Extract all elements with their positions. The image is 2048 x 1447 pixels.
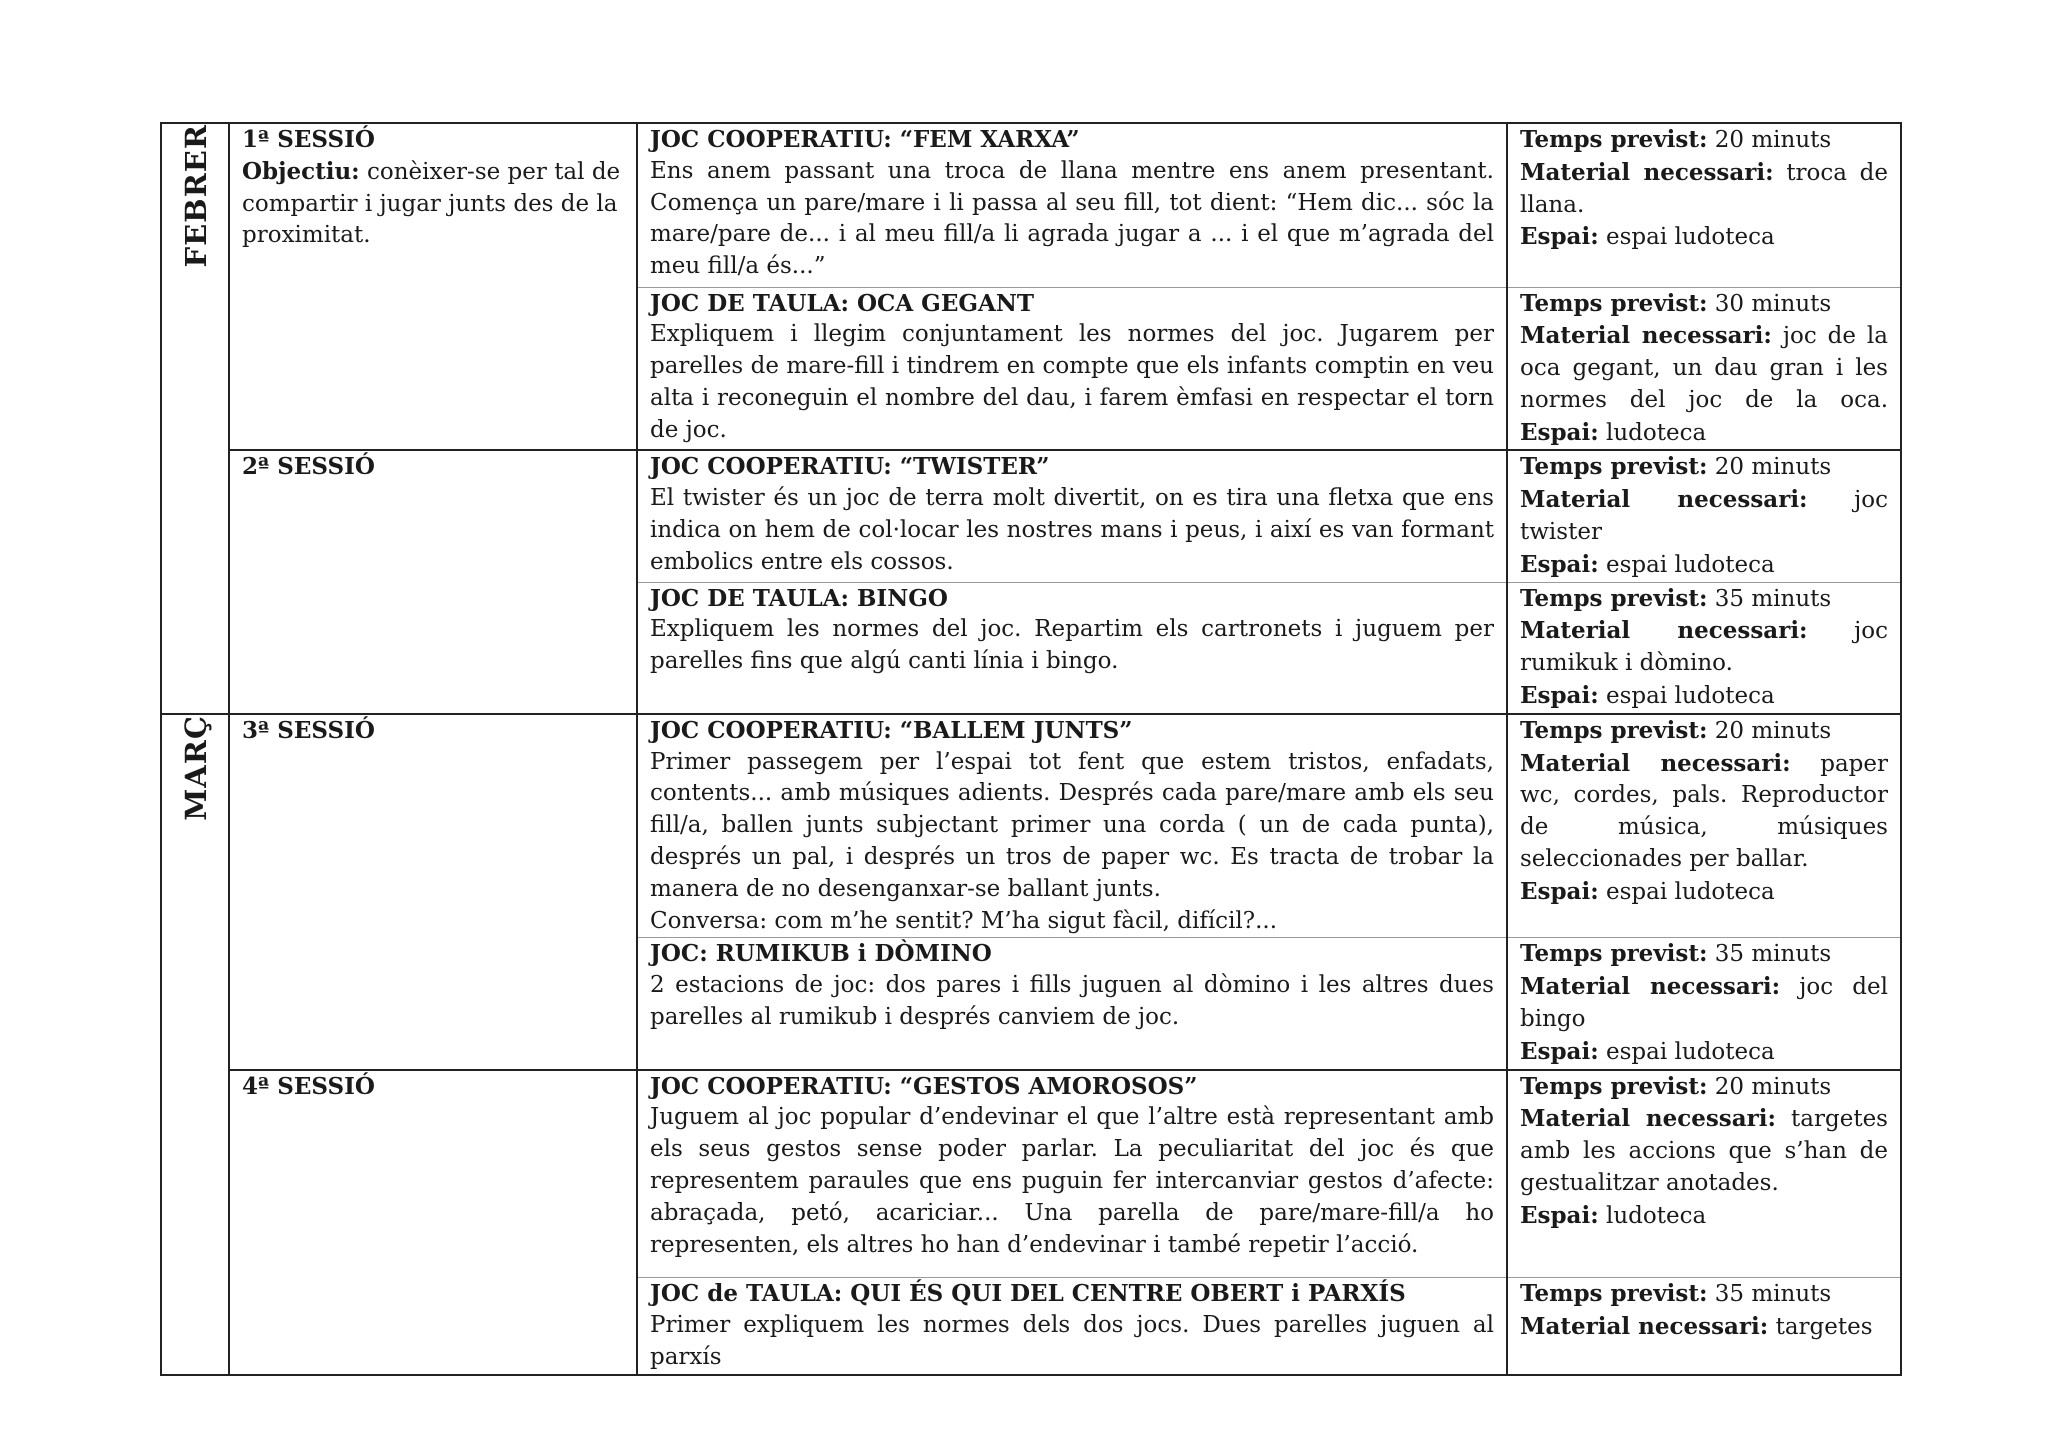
material-value: joc rumikuk i dòmino. <box>1520 618 1888 677</box>
info-cell <box>1507 123 1901 287</box>
space-label: Espai: <box>1520 1037 1599 1065</box>
game-title: JOC COOPERATIU: “FEM XARXA” <box>650 126 1080 153</box>
info-cell <box>1507 938 1901 1070</box>
time-value: 35 minuts <box>1707 1281 1832 1308</box>
game-cell <box>637 450 1507 582</box>
game-description: Primer expliquem les normes dels dos jocs. Dues parelles juguen al parxís <box>650 1311 1494 1370</box>
info-cell <box>1507 714 1901 938</box>
material-label: Material necessari: <box>1520 617 1808 645</box>
time-value: 35 minuts <box>1707 941 1832 968</box>
space-value: espai ludoteca <box>1598 224 1775 251</box>
time-label: Temps previst: <box>1520 453 1708 481</box>
game-description: El twister és un joc de terra molt divertit, on es tira una fletxa que ens indica on hem de col·locar les nostres mans i peus, i així es van formant embolics entre els cossos. <box>650 485 1494 575</box>
session-title: 2ª SESSIÓ <box>242 453 375 481</box>
material-value: joc de la oca gegant, un dau gran i les normes del joc de la oca. <box>1520 323 1889 413</box>
time-value: 30 minuts <box>1707 290 1832 317</box>
game-description: Expliquem i llegim conjuntament les normes del joc. Jugarem per parelles de mare-fill i tindrem en compte que els infants comptin en veu alta i reconeguin el nombre del dau, i farem èmfasi en respectar el torn de joc. <box>650 321 1494 443</box>
material-label: Material necessari: <box>1520 973 1781 1001</box>
objective-label: Objectiu: <box>242 157 360 185</box>
material-value: targetes amb les accions que s’han de gestualitzar anotades. <box>1520 1106 1888 1197</box>
month-label: MARÇ <box>179 714 213 821</box>
game-cell <box>637 582 1507 714</box>
space-value: espai ludoteca <box>1598 878 1775 905</box>
space-label: Espai: <box>1520 550 1599 578</box>
space-label: Espai: <box>1520 1201 1599 1229</box>
time-value: 20 minuts <box>1707 1073 1832 1100</box>
material-label: Material necessari: <box>1520 1105 1776 1133</box>
game-title: JOC COOPERATIU: “TWISTER” <box>650 453 1050 481</box>
game-cell <box>637 938 1507 1070</box>
time-value: 20 minuts <box>1707 127 1832 153</box>
month-cell-marc <box>161 714 229 1375</box>
material-label: Material necessari: <box>1520 1312 1769 1340</box>
space-value: espai ludoteca <box>1598 1038 1775 1065</box>
game-description: Juguem al joc popular d’endevinar el que l’altre està representant amb els seus gestos sense poder parlar. La peculiaritat del joc és que representem paraules que ens puguin fer intercanviar gestos d’afecte: abraçada, petó, acariciar... Una parella de pare/mare-fill/a ho representen, els altres ho han d’endevinar i també repetir l’acció. <box>650 1104 1494 1258</box>
game-description: Ens anem passant una troca de llana mentre ens anem presentant. Comença un pare/mare i li passa al seu fill, tot dient: “Hem dic... sóc la mare/pare de... i al meu fill/a li agrada jugar a ... i el que m’agrada del meu fill/a és...” <box>650 157 1494 280</box>
table-row <box>161 1070 1901 1278</box>
material-label: Material necessari: <box>1520 749 1791 777</box>
time-value: 20 minuts <box>1707 717 1832 744</box>
objective-text: conèixer-se per tal de compartir i jugar junts des de la proximitat. <box>242 158 621 249</box>
game-description: Expliquem les normes del joc. Repartim els cartronets i juguem per parelles fins que algú canti línia i bingo. <box>650 616 1494 675</box>
space-label: Espai: <box>1520 223 1599 251</box>
info-cell <box>1507 1070 1901 1278</box>
session-plan-table <box>160 122 1902 1376</box>
game-description: 2 estacions de joc: dos pares i fills juguen al dòmino i les altres dues parelles al rumikub i després canviem de joc. <box>650 972 1494 1031</box>
game-cell <box>637 714 1507 938</box>
time-label: Temps previst: <box>1520 289 1708 317</box>
table-row <box>161 450 1901 582</box>
material-value: joc twister <box>1520 487 1888 546</box>
session-cell <box>229 450 637 713</box>
material-value: troca de llana. <box>1520 159 1889 218</box>
space-label: Espai: <box>1520 877 1599 905</box>
game-description: Primer passegem per l’espai tot fent que estem tristos, enfadats, contents... amb músiques adients. Després cada pare/mare amb els seu fill/a, ballen junts subjectant primer una corda ( un de cada punta), després un pal, i després un tros de paper wc. Es tracta de trobar la manera de no desenganxar-se ballant junts. <box>650 748 1494 902</box>
objective-block <box>242 159 620 249</box>
info-cell <box>1507 287 1901 450</box>
session-cell <box>229 714 637 1070</box>
table-row <box>161 714 1901 938</box>
space-label: Espai: <box>1520 682 1599 710</box>
game-title: JOC DE TAULA: OCA GEGANT <box>650 289 1034 317</box>
game-cell <box>637 1070 1507 1278</box>
session-cell <box>229 123 637 450</box>
month-label: FEBRER <box>179 124 213 268</box>
time-value: 35 minuts <box>1707 585 1832 612</box>
material-value: paper wc, cordes, pals. Reproductor de música, músiques seleccionades per ballar. <box>1520 750 1888 873</box>
time-label: Temps previst: <box>1520 126 1708 153</box>
material-value: targetes <box>1768 1313 1873 1340</box>
game-title: JOC COOPERATIU: “BALLEM JUNTS” <box>650 716 1133 744</box>
space-value: espai ludoteca <box>1598 551 1775 578</box>
time-label: Temps previst: <box>1520 716 1708 744</box>
time-label: Temps previst: <box>1520 584 1708 612</box>
session-title: 4ª SESSIÓ <box>242 1072 375 1100</box>
info-cell <box>1507 450 1901 582</box>
game-cell <box>637 123 1507 287</box>
info-cell <box>1507 582 1901 714</box>
month-cell-febrer <box>161 123 229 714</box>
space-value: ludoteca <box>1598 1202 1707 1229</box>
session-cell <box>229 1070 637 1375</box>
material-label: Material necessari: <box>1520 158 1774 186</box>
session-title: 3ª SESSIÓ <box>242 716 375 744</box>
game-cell <box>637 1278 1507 1375</box>
session-title: 1ª SESSIÓ <box>242 126 375 153</box>
table-row <box>161 123 1901 287</box>
info-cell <box>1507 1278 1901 1375</box>
time-label: Temps previst: <box>1520 1280 1708 1308</box>
space-value: espai ludoteca <box>1598 683 1775 710</box>
time-label: Temps previst: <box>1520 1072 1708 1100</box>
time-value: 20 minuts <box>1707 454 1832 481</box>
game-cell <box>637 287 1507 450</box>
space-label: Espai: <box>1520 418 1599 446</box>
game-description-extra: Conversa: com m’he sentit? M’ha sigut fàcil, difícil?... <box>650 907 1278 934</box>
game-title: JOC DE TAULA: BINGO <box>650 584 948 612</box>
game-title: JOC: RUMIKUB i DÒMINO <box>650 940 992 968</box>
game-title: JOC de TAULA: QUI ÉS QUI DEL CENTRE OBERT i PARXÍS <box>650 1280 1406 1308</box>
space-value: ludoteca <box>1598 419 1707 446</box>
material-label: Material necessari: <box>1520 486 1808 514</box>
time-label: Temps previst: <box>1520 940 1708 968</box>
material-value: joc del bingo <box>1520 974 1888 1033</box>
game-title: JOC COOPERATIU: “GESTOS AMOROSOS” <box>650 1072 1198 1100</box>
material-label: Material necessari: <box>1520 322 1772 350</box>
